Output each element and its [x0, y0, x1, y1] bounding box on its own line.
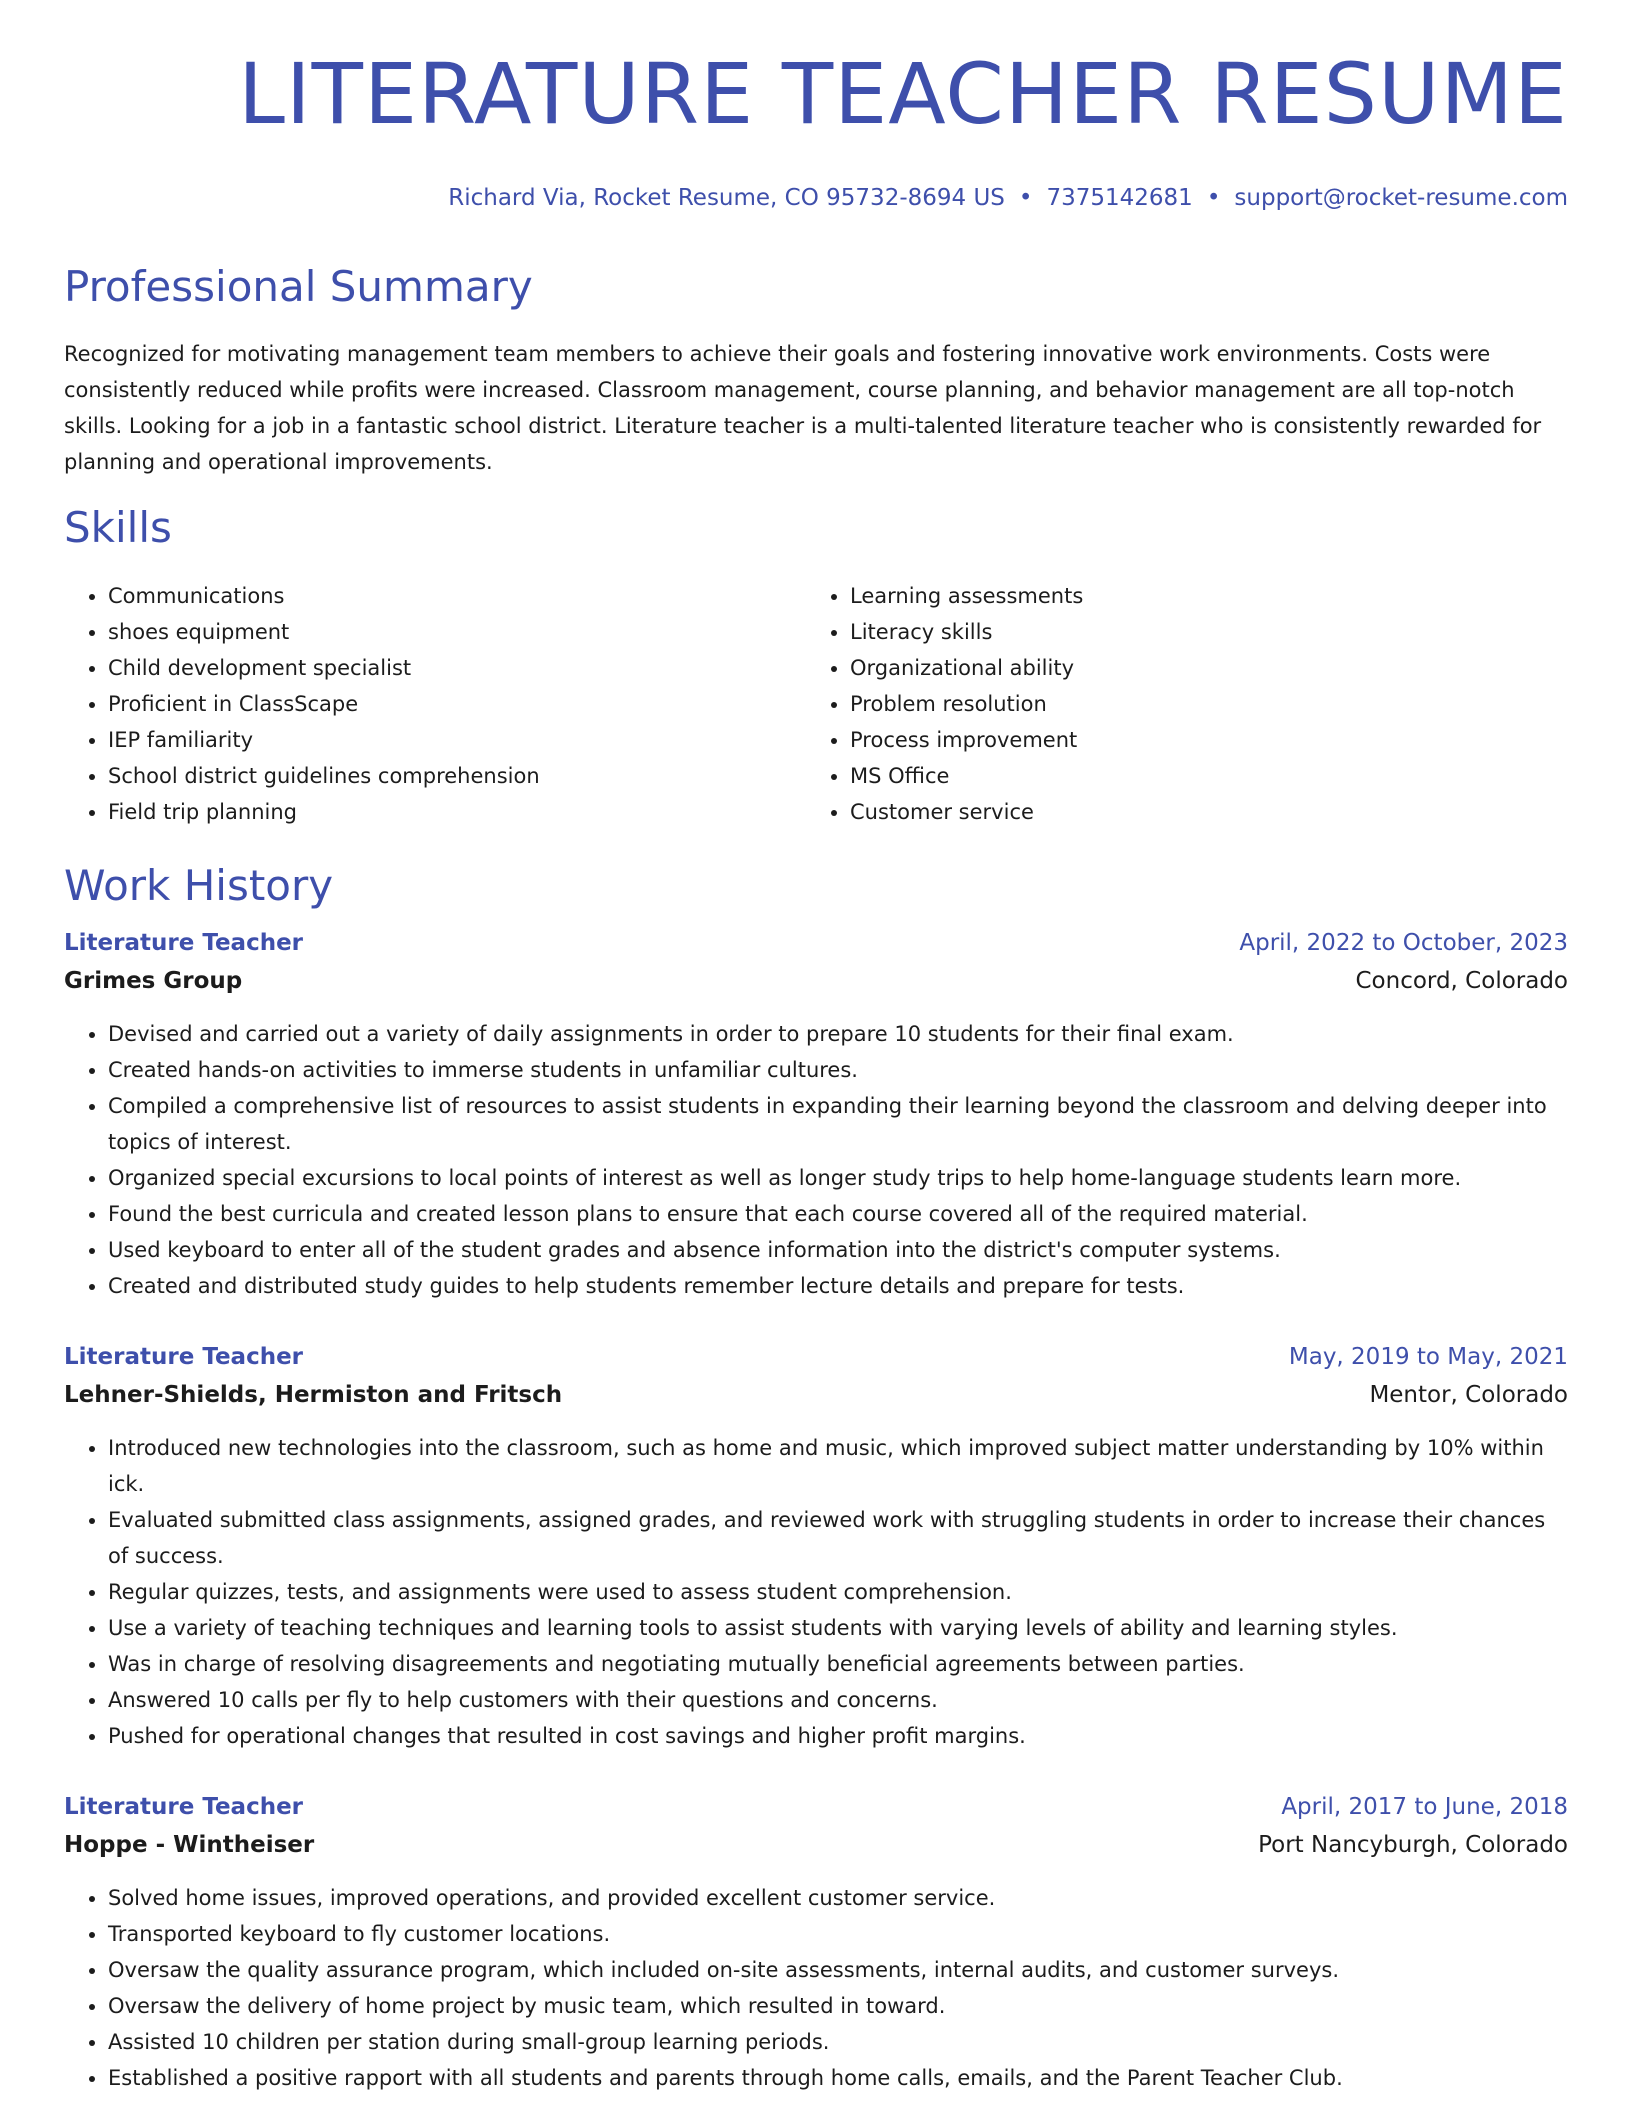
skill-item: • School district guidelines comprehension	[108, 758, 764, 794]
contact-email[interactable]: support@rocket-resume.com	[1234, 185, 1568, 211]
contact-separator: •	[1018, 185, 1033, 211]
job-bullet: • Introduced new technologies into the classroom, such as home and music, which improved subject matter understanding by 10% within ick.	[108, 1430, 1568, 1502]
job-entry	[64, 1338, 1568, 1754]
job-bullet: • Compiled a comprehensive list of resources to assist students in expanding their learning beyond the classroom and delving deeper into topics of interest.	[108, 1088, 1568, 1160]
skill-item: • Child development specialist	[108, 650, 764, 686]
contact-line	[448, 184, 1568, 212]
contact-address: Richard Via, Rocket Resume, CO 95732-8694 US	[448, 185, 1005, 211]
job-bullet: • Use a variety of teaching techniques and learning tools to assist students with varying levels of ability and learning styles.	[108, 1610, 1568, 1646]
summary-text: Recognized for motivating management team members to achieve their goals and fostering innovative work environments. Costs were consistently reduced while profits were increased. Classroom management, course planning, and behavior management are all top-notch skills. Looking for a job in a fantastic school district. Literature teacher is a multi-talented literature teacher who is consistently rewarded for planning and operational improvements.	[64, 342, 1542, 474]
skill-item: • Communications	[108, 578, 764, 614]
skill-item: • shoes equipment	[108, 614, 764, 650]
job-bullet: • Pushed for operational changes that resulted in cost savings and higher profit margins.	[108, 1718, 1568, 1754]
skill-item: • IEP familiarity	[108, 722, 764, 758]
job-title: Literature Teacher	[64, 1794, 304, 1820]
skill-item: • MS Office	[850, 758, 1506, 794]
job-bullet: • Oversaw the quality assurance program, which included on-site assessments, internal audits, and customer surveys.	[108, 1952, 1568, 1988]
job-dates: May, 2019 to May, 2021	[1288, 1344, 1568, 1370]
job-company: Lehner-Shields, Hermiston and Fritsch	[64, 1382, 563, 1408]
skill-item: • Literacy skills	[850, 614, 1506, 650]
skills-column-left	[64, 578, 764, 830]
skills-column-right	[806, 578, 1506, 830]
contact-separator: •	[1206, 185, 1221, 211]
job-dates: April, 2017 to June, 2018	[1281, 1794, 1568, 1820]
job-company: Grimes Group	[64, 968, 243, 994]
job-bullet: • Answered 10 calls per fly to help customers with their questions and concerns.	[108, 1682, 1568, 1718]
skill-item: • Learning assessments	[850, 578, 1506, 614]
contact-phone: 7375142681	[1046, 185, 1193, 211]
job-bullet: • Devised and carried out a variety of daily assignments in order to prepare 10 students for their final exam.	[108, 1016, 1568, 1052]
job-bullet: • Used keyboard to enter all of the student grades and absence information into the district's computer systems.	[108, 1232, 1568, 1268]
job-title: Literature Teacher	[64, 930, 304, 956]
skill-item: • Customer service	[850, 794, 1506, 830]
job-location: Mentor, Colorado	[1369, 1382, 1568, 1408]
job-entry	[64, 1788, 1568, 2096]
job-bullet: • Created and distributed study guides to help students remember lecture details and prepare for tests.	[108, 1268, 1568, 1304]
resume-title: LITERATURE TEACHER RESUME	[238, 45, 1568, 143]
skill-item: • Problem resolution	[850, 686, 1506, 722]
skill-item: • Field trip planning	[108, 794, 764, 830]
job-location: Port Nancyburgh, Colorado	[1258, 1832, 1568, 1858]
job-bullet: • Was in charge of resolving disagreements and negotiating mutually beneficial agreements between parties.	[108, 1646, 1568, 1682]
skills-heading: Skills	[64, 503, 172, 552]
job-bullet: • Created hands-on activities to immerse students in unfamiliar cultures.	[108, 1052, 1568, 1088]
job-bullet: • Organized special excursions to local points of interest as well as longer study trips to help home-language students learn more.	[108, 1160, 1568, 1196]
job-bullet: • Found the best curricula and created lesson plans to ensure that each course covered all of the required material.	[108, 1196, 1568, 1232]
job-bullet: • Solved home issues, improved operations, and provided excellent customer service.	[108, 1880, 1568, 1916]
summary-heading: Professional Summary	[64, 262, 533, 311]
skill-item: • Process improvement	[850, 722, 1506, 758]
job-location: Concord, Colorado	[1355, 968, 1568, 994]
skill-item: • Organizational ability	[850, 650, 1506, 686]
job-bullet: • Assisted 10 children per station during small-group learning periods.	[108, 2024, 1568, 2060]
job-company: Hoppe - Wintheiser	[64, 1832, 315, 1858]
job-title: Literature Teacher	[64, 1344, 304, 1370]
job-entry	[64, 924, 1568, 1304]
job-bullet: • Evaluated submitted class assignments, assigned grades, and reviewed work with struggling students in order to increase their chances of success.	[108, 1502, 1568, 1574]
job-dates: April, 2022 to October, 2023	[1239, 930, 1568, 956]
job-bullet: • Transported keyboard to fly customer locations.	[108, 1916, 1568, 1952]
skill-item: • Proficient in ClassScape	[108, 686, 764, 722]
job-bullet: • Regular quizzes, tests, and assignments were used to assess student comprehension.	[108, 1574, 1568, 1610]
work-history-heading: Work History	[64, 861, 334, 910]
job-bullet: • Oversaw the delivery of home project by music team, which resulted in toward.	[108, 1988, 1568, 2024]
job-bullet: • Established a positive rapport with all students and parents through home calls, emails, and the Parent Teacher Club.	[108, 2060, 1568, 2096]
